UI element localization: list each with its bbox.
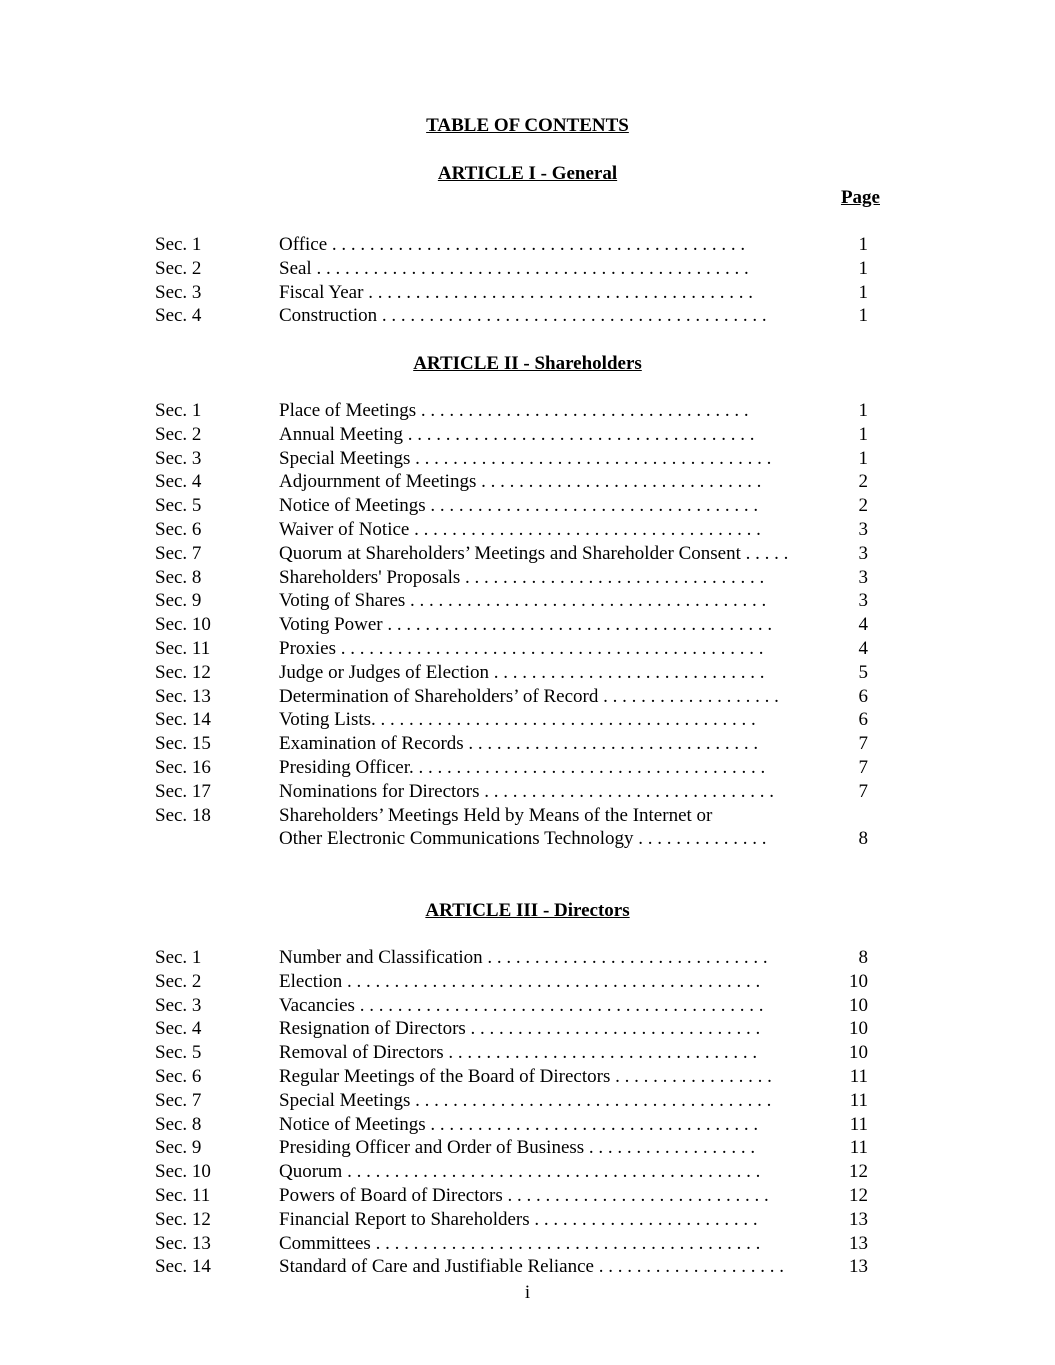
- toc-page-number: 6: [858, 709, 868, 731]
- toc-entry-title: Powers of Board of Directors . . . . . . . . . . . . . . . . . . . . . . . . . . . .: [279, 1185, 769, 1206]
- toc-section-number: Sec. 10: [155, 614, 211, 636]
- toc-section-number: Sec. 12: [155, 661, 211, 683]
- toc-page-number: 12: [849, 1161, 868, 1183]
- toc-entry-title: Adjournment of Meetings . . . . . . . . . . . . . . . . . . . . . . . . . . . . . .: [279, 471, 762, 493]
- toc-entry-title: Special Meetings . . . . . . . . . . . . . . . . . . . . . . . . . . . . . . . . . . . . . .: [279, 1089, 772, 1111]
- toc-section-number: Sec. 14: [155, 709, 211, 731]
- toc-entry-title: Annual Meeting . . . . . . . . . . . . . . . . . . . . . . . . . . . . . . . . . . . . .: [279, 423, 755, 445]
- toc-entry-title: Standard of Care and Justifiable Reliance . . . . . . . . . . . . . . . . . . . .: [279, 1256, 784, 1278]
- toc-page-number: 10: [849, 970, 868, 992]
- toc-entry-title: Removal of Directors . . . . . . . . . . . . . . . . . . . . . . . . . . . . . . . . .: [279, 1042, 758, 1064]
- toc-entry-title: Quorum . . . . . . . . . . . . . . . . . . . . . . . . . . . . . . . . . . . . . . . . . . . .: [279, 1161, 761, 1183]
- toc-section-number: Sec. 3: [155, 994, 202, 1016]
- toc-section-number: Sec. 2: [155, 423, 202, 445]
- toc-section-number: Sec. 5: [155, 1042, 202, 1064]
- toc-entry: [155, 780, 875, 804]
- toc-entry-title: Voting Power . . . . . . . . . . . . . . . . . . . . . . . . . . . . . . . . . . . . . . . . .: [279, 614, 773, 636]
- toc-page-number: 10: [849, 1042, 868, 1064]
- toc-page-number: 13: [849, 1208, 868, 1230]
- toc-entry: [155, 1089, 875, 1113]
- toc-entry: [155, 685, 875, 709]
- toc-section-number: Sec. 13: [155, 1232, 211, 1254]
- toc-entry-title: Financial Report to Shareholders . . . . . . . . . . . . . . . . . . . . . . . .: [279, 1208, 758, 1230]
- toc-section-number: Sec. 6: [155, 519, 202, 540]
- toc-section-number: Sec. 8: [155, 566, 202, 588]
- toc-entry-title: Resignation of Directors . . . . . . . . . . . . . . . . . . . . . . . . . . . . . . .: [279, 1018, 761, 1040]
- toc-entry-title: Shareholders' Proposals . . . . . . . . . . . . . . . . . . . . . . . . . . . . . . . .: [279, 566, 765, 588]
- toc-page-number: 3: [858, 566, 868, 588]
- toc-page-number: 13: [849, 1256, 868, 1278]
- toc-entry: [155, 708, 875, 732]
- toc-section-number: Sec. 2: [155, 257, 202, 279]
- toc-entry-title: Presiding Officer and Order of Business . . . . . . . . . . . . . . . . . .: [279, 1137, 756, 1159]
- article-2-heading: ARTICLE II - Shareholders: [413, 353, 642, 374]
- toc-entry-title: Number and Classification . . . . . . . . . . . . . . . . . . . . . . . . . . . . . .: [279, 947, 768, 968]
- toc-entry: [155, 827, 875, 851]
- toc-section-number: Sec. 1: [155, 400, 202, 421]
- toc-section-number: Sec. 4: [155, 1018, 202, 1040]
- toc-section-number: Sec. 9: [155, 590, 202, 612]
- toc-entry: [155, 946, 875, 970]
- toc-page-number: 7: [858, 733, 868, 755]
- toc-section-number: Sec. 18: [155, 804, 211, 826]
- toc-entry: [155, 661, 875, 685]
- toc-page-number: 5: [858, 661, 868, 683]
- toc-page-number: 4: [858, 614, 868, 636]
- toc-section-number: Sec. 7: [155, 1089, 202, 1111]
- toc-entry: [155, 542, 875, 566]
- toc-page-number: 10: [849, 1018, 868, 1040]
- toc-entry: [155, 447, 875, 471]
- toc-page-number: 4: [858, 638, 868, 659]
- toc-section-number: Sec. 5: [155, 495, 202, 517]
- toc-section-number: Sec. 16: [155, 757, 211, 778]
- toc-page-number: 1: [858, 257, 868, 279]
- toc-page-number: 11: [849, 1089, 868, 1111]
- toc-section-number: Sec. 14: [155, 1256, 211, 1278]
- toc-entry-title: Office . . . . . . . . . . . . . . . . . . . . . . . . . . . . . . . . . . . . . . . . . . . .: [279, 234, 746, 255]
- page-column-label: Page: [840, 187, 880, 208]
- toc-entry: [155, 566, 875, 590]
- toc-page-number: 13: [849, 1232, 868, 1254]
- page-number: i: [524, 1282, 531, 1303]
- toc-section-number: Sec. 11: [155, 638, 211, 659]
- toc-section-number: Sec. 15: [155, 733, 211, 755]
- toc-entry: [155, 257, 875, 281]
- toc-entry-title: Examination of Records . . . . . . . . . . . . . . . . . . . . . . . . . . . . . . .: [279, 733, 759, 755]
- toc-section-number: Sec. 10: [155, 1161, 211, 1183]
- toc-entry: [155, 423, 875, 447]
- toc-page-number: 2: [858, 471, 868, 493]
- toc-page-number: 3: [858, 519, 868, 540]
- toc-entry-title: Presiding Officer. . . . . . . . . . . . . . . . . . . . . . . . . . . . . . . . . . . . . .: [279, 757, 766, 778]
- toc-section-number: Sec. 1: [155, 234, 202, 255]
- toc-page-number: 7: [858, 757, 868, 778]
- toc-entry-title: Notice of Meetings . . . . . . . . . . . . . . . . . . . . . . . . . . . . . . . . . . .: [279, 1113, 759, 1135]
- toc-section-number: Sec. 3: [155, 447, 202, 469]
- toc-section-number: Sec. 12: [155, 1208, 211, 1230]
- toc-page-number: 11: [849, 1066, 868, 1087]
- toc-page-number: 8: [858, 947, 868, 968]
- toc-entry: [155, 1232, 875, 1256]
- toc-entry: [155, 1113, 875, 1137]
- article-1-heading: ARTICLE I - General: [437, 163, 618, 184]
- toc-page-number: 7: [858, 780, 868, 802]
- toc-section-number: Sec. 8: [155, 1113, 202, 1135]
- toc-entry-title: Election . . . . . . . . . . . . . . . . . . . . . . . . . . . . . . . . . . . . . . . . . . . .: [279, 970, 761, 992]
- toc-entry-title: Proxies . . . . . . . . . . . . . . . . . . . . . . . . . . . . . . . . . . . . . . . . . . . . .: [279, 638, 764, 659]
- toc-page-number: 1: [858, 400, 868, 421]
- toc-section-number: Sec. 4: [155, 471, 202, 493]
- article-3-heading: ARTICLE III - Directors: [425, 900, 630, 921]
- toc-entry: [155, 970, 875, 994]
- toc-section-number: Sec. 13: [155, 685, 211, 707]
- toc-entry-title: Construction . . . . . . . . . . . . . . . . . . . . . . . . . . . . . . . . . . . . . . . . .: [279, 305, 767, 327]
- toc-entry: [155, 1017, 875, 1041]
- toc-entry-title: Shareholders’ Meetings Held by Means of the Internet or: [279, 804, 713, 826]
- toc-entry-title: Determination of Shareholders’ of Record . . . . . . . . . . . . . . . . . . .: [279, 685, 779, 707]
- toc-page-number: 10: [849, 994, 868, 1016]
- toc-section-number: Sec. 1: [155, 947, 202, 968]
- toc-page-number: 1: [858, 447, 868, 469]
- toc-page-number: 1: [858, 423, 868, 445]
- toc-entry: [155, 1255, 875, 1279]
- toc-entry: [155, 637, 875, 661]
- toc-section-number: Sec. 2: [155, 970, 202, 992]
- toc-entry: [155, 470, 875, 494]
- toc-entry-title: Special Meetings . . . . . . . . . . . . . . . . . . . . . . . . . . . . . . . . . . . . . .: [279, 447, 772, 469]
- toc-page-number: 3: [858, 590, 868, 612]
- toc-section-number: Sec. 7: [155, 542, 202, 564]
- toc-entry-title: Voting Lists. . . . . . . . . . . . . . . . . . . . . . . . . . . . . . . . . . . . . . . . .: [279, 709, 756, 731]
- toc-page-number: 1: [858, 305, 868, 327]
- toc-entry-title: Voting of Shares . . . . . . . . . . . . . . . . . . . . . . . . . . . . . . . . . . . . . .: [279, 590, 767, 612]
- toc-entry: [155, 1065, 875, 1089]
- toc-section-number: Sec. 17: [155, 780, 211, 802]
- toc-title: TABLE OF CONTENTS: [426, 115, 629, 136]
- toc-entry: [155, 399, 875, 423]
- toc-page-number: 12: [849, 1185, 868, 1206]
- toc-entry: [155, 233, 875, 257]
- toc-entry-title: Judge or Judges of Election . . . . . . . . . . . . . . . . . . . . . . . . . . . . .: [279, 661, 765, 683]
- toc-entry-title: Regular Meetings of the Board of Directors . . . . . . . . . . . . . . . . .: [279, 1066, 772, 1087]
- toc-page-number: 3: [858, 542, 868, 564]
- toc-entry-title: Waiver of Notice . . . . . . . . . . . . . . . . . . . . . . . . . . . . . . . . . . . . .: [279, 519, 761, 540]
- toc-page-number: 1: [858, 234, 868, 255]
- toc-entry: [155, 1184, 875, 1208]
- toc-section-number: Sec. 11: [155, 1185, 211, 1206]
- toc-page-number: 8: [858, 828, 868, 850]
- toc-entry: [155, 304, 875, 328]
- toc-entry: [155, 518, 875, 542]
- toc-entry: [155, 732, 875, 756]
- toc-entry-title: Committees . . . . . . . . . . . . . . . . . . . . . . . . . . . . . . . . . . . . . . . . .: [279, 1232, 761, 1254]
- toc-page-number: 11: [849, 1113, 868, 1135]
- toc-entry-title: Place of Meetings . . . . . . . . . . . . . . . . . . . . . . . . . . . . . . . . . . .: [279, 400, 749, 421]
- toc-entry-title: Notice of Meetings . . . . . . . . . . . . . . . . . . . . . . . . . . . . . . . . . . .: [279, 495, 759, 517]
- toc-entry-title: Fiscal Year . . . . . . . . . . . . . . . . . . . . . . . . . . . . . . . . . . . . . . . . .: [279, 281, 753, 303]
- toc-entry: [155, 804, 875, 828]
- toc-section-number: Sec. 3: [155, 281, 202, 303]
- toc-page-number: 6: [858, 685, 868, 707]
- toc-entry-title: Nominations for Directors . . . . . . . . . . . . . . . . . . . . . . . . . . . . . . .: [279, 780, 775, 802]
- toc-page-number: 1: [858, 281, 868, 303]
- toc-entry: [155, 1160, 875, 1184]
- toc-section-number: Sec. 9: [155, 1137, 202, 1159]
- toc-entry: [155, 1208, 875, 1232]
- toc-entry-title: Other Electronic Communications Technology . . . . . . . . . . . . . .: [279, 828, 767, 850]
- toc-section-number: Sec. 4: [155, 305, 202, 327]
- toc-entry-title: Seal . . . . . . . . . . . . . . . . . . . . . . . . . . . . . . . . . . . . . . . . . . . . . .: [279, 257, 749, 279]
- toc-entry: [155, 613, 875, 637]
- toc-entry: [155, 1041, 875, 1065]
- toc-entry-title: Quorum at Shareholders’ Meetings and Shareholder Consent . . . . .: [279, 542, 789, 564]
- toc-page-number: 11: [849, 1137, 868, 1159]
- toc-entry: [155, 1136, 875, 1160]
- toc-entry: [155, 756, 875, 780]
- toc-entry-title: Vacancies . . . . . . . . . . . . . . . . . . . . . . . . . . . . . . . . . . . . . . . . . . .: [279, 994, 764, 1016]
- toc-entry: [155, 994, 875, 1018]
- toc-page-number: 2: [858, 495, 868, 517]
- toc-entry: [155, 589, 875, 613]
- toc-entry: [155, 494, 875, 518]
- toc-section-number: Sec. 6: [155, 1066, 202, 1087]
- toc-entry: [155, 281, 875, 305]
